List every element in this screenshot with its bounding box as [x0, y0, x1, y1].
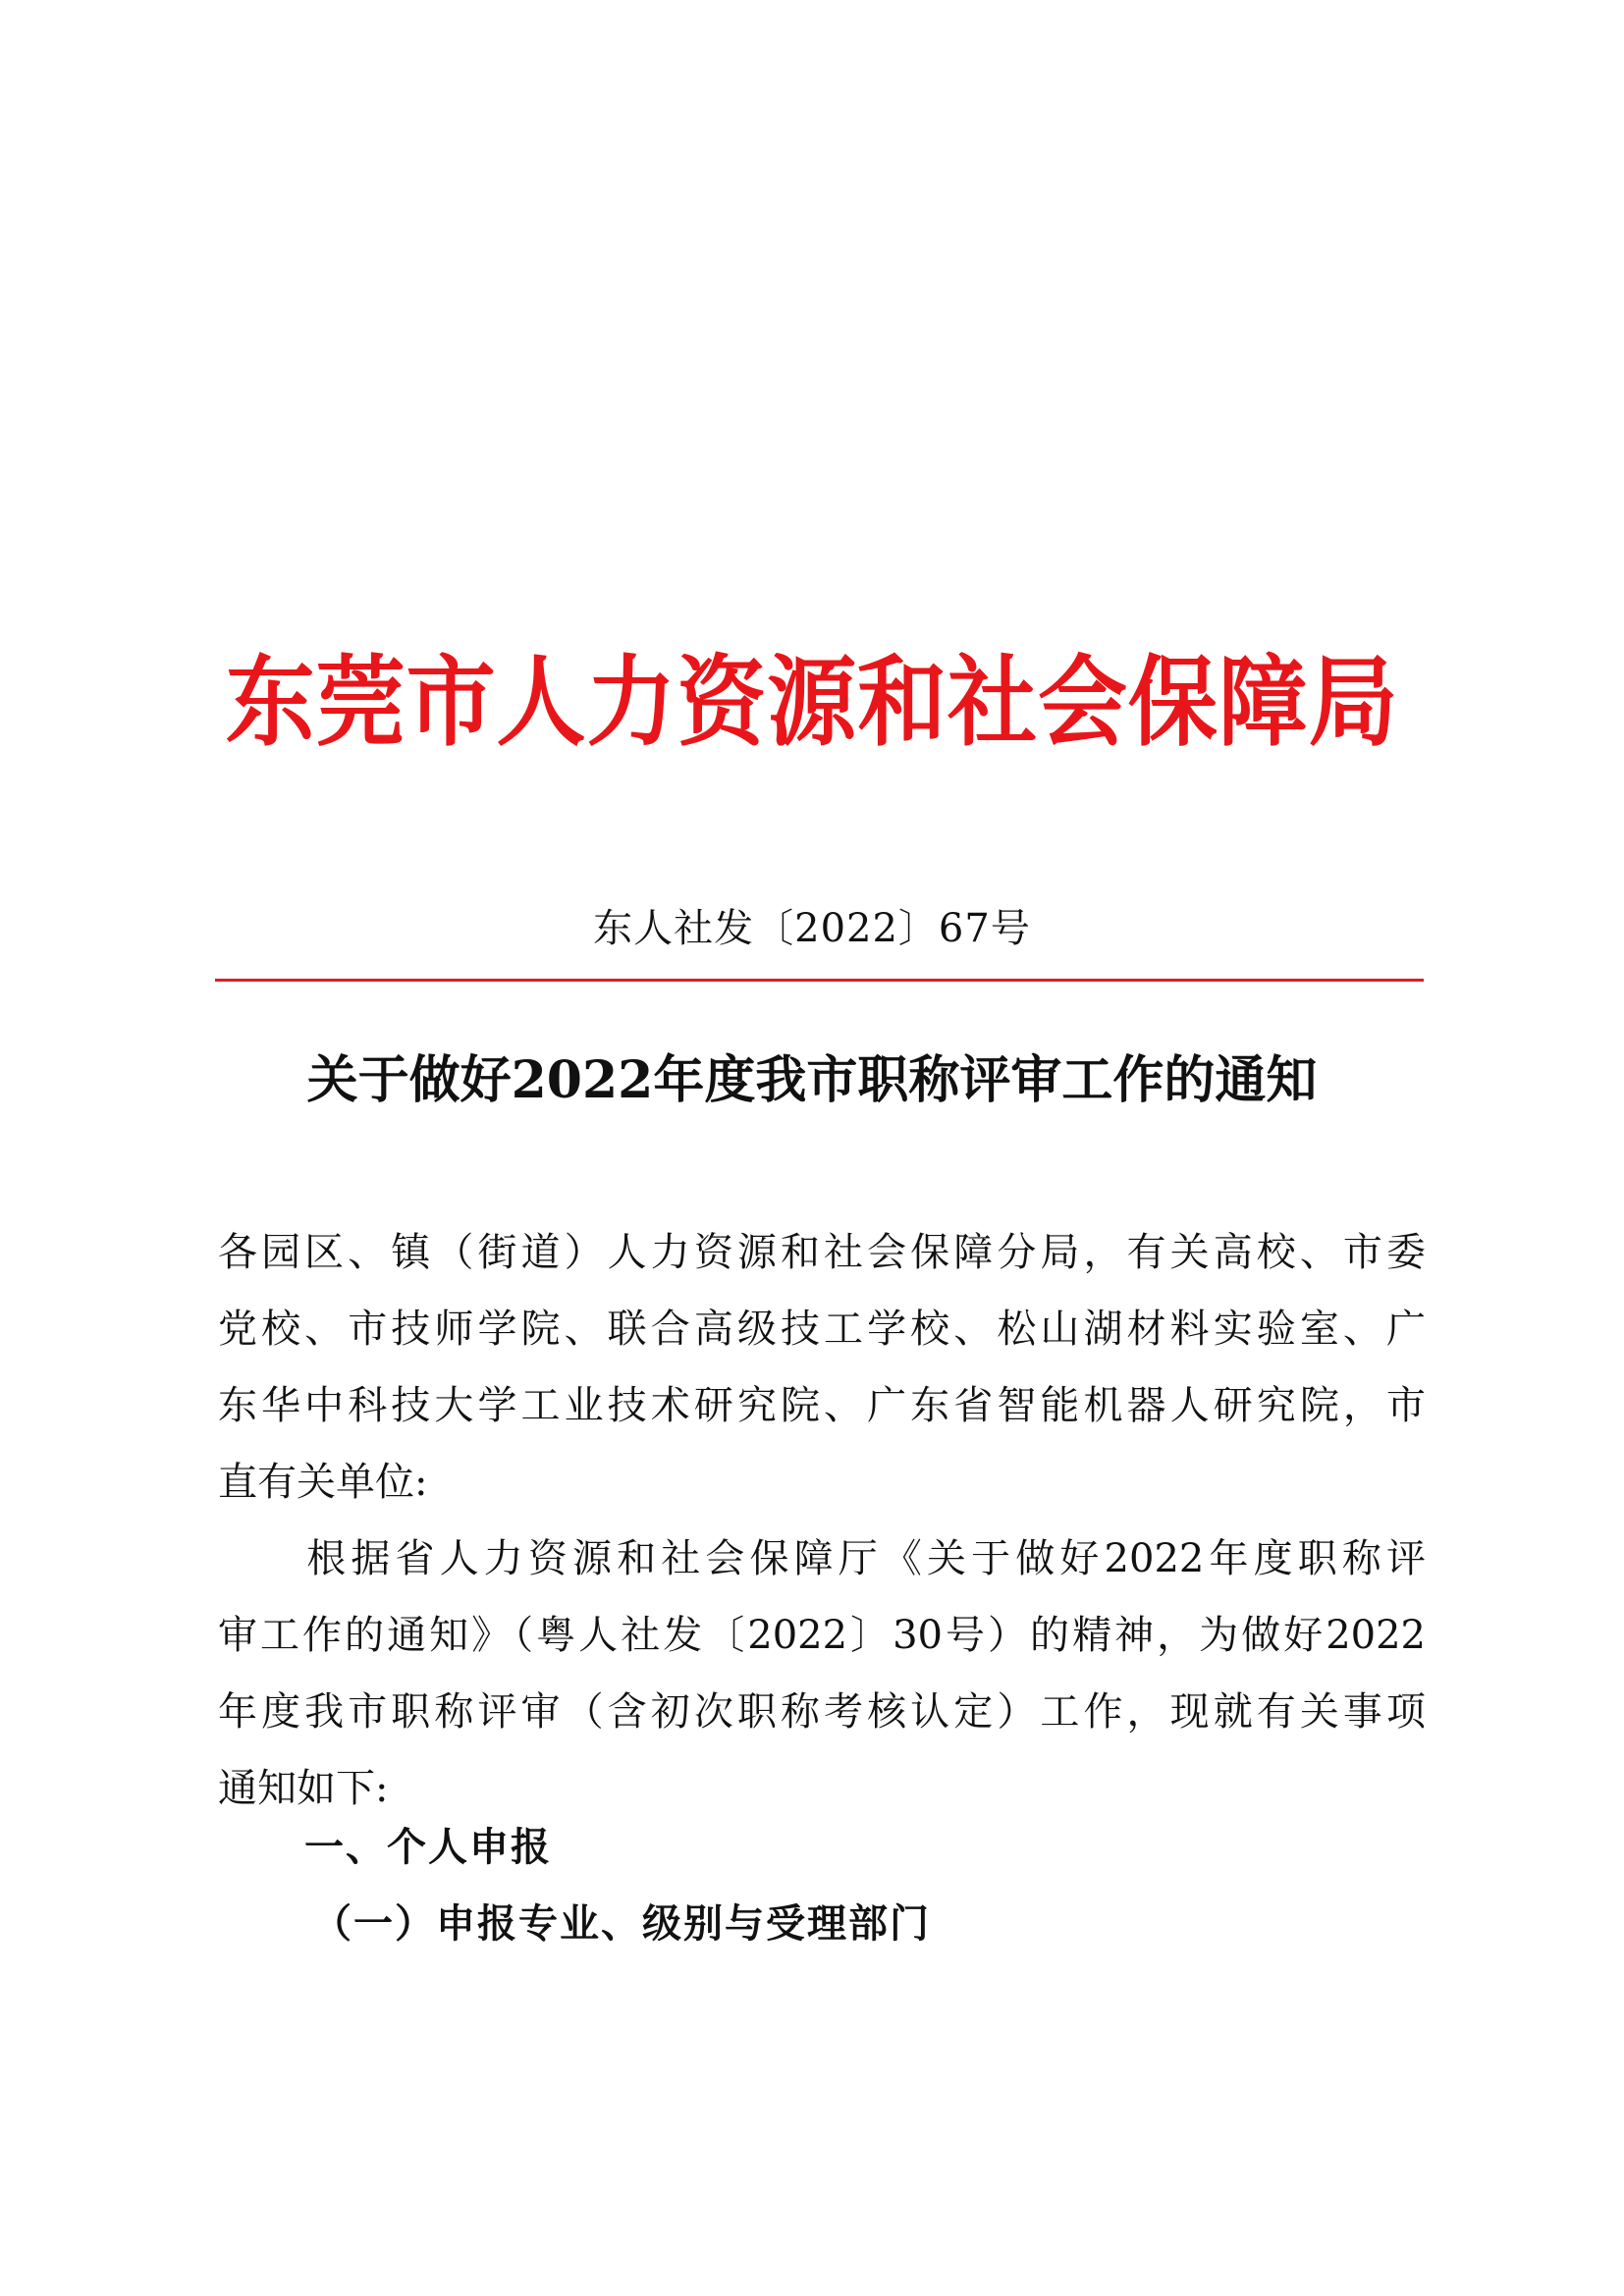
- intro-line: 审工作的通知》（粤人社发〔2022〕30号）的精神，为做好2022: [218, 1613, 1426, 1658]
- red-divider-rule: [215, 979, 1424, 982]
- document-number: 东人社发〔2022〕67号: [593, 906, 1031, 951]
- recipients-line: 党校、市技师学院、联合高级技工学校、松山湖材料实验室、广: [218, 1307, 1426, 1352]
- document-title: 关于做好2022年度我市职称评审工作的通知: [306, 1050, 1318, 1110]
- intro-line: 年度我市职称评审（含初次职称考核认定）工作，现就有关事项: [218, 1689, 1426, 1735]
- subsection-heading: （一）申报专业、级别与受理部门: [312, 1900, 931, 1947]
- section-heading: 一、个人申报: [304, 1824, 552, 1870]
- issuer-masthead: 东莞市人力资源和社会保障局: [225, 644, 1399, 760]
- recipients-line: 直有关单位:: [218, 1460, 428, 1505]
- recipients-line: 东华中科技大学工业技术研究院、广东省智能机器人研究院，市: [218, 1383, 1426, 1428]
- intro-line: 通知如下:: [218, 1766, 389, 1811]
- recipients-line: 各园区、镇（街道）人力资源和社会保障分局，有关高校、市委: [218, 1230, 1426, 1275]
- intro-line: 根据省人力资源和社会保障厅《关于做好2022年度职称评: [218, 1536, 1426, 1581]
